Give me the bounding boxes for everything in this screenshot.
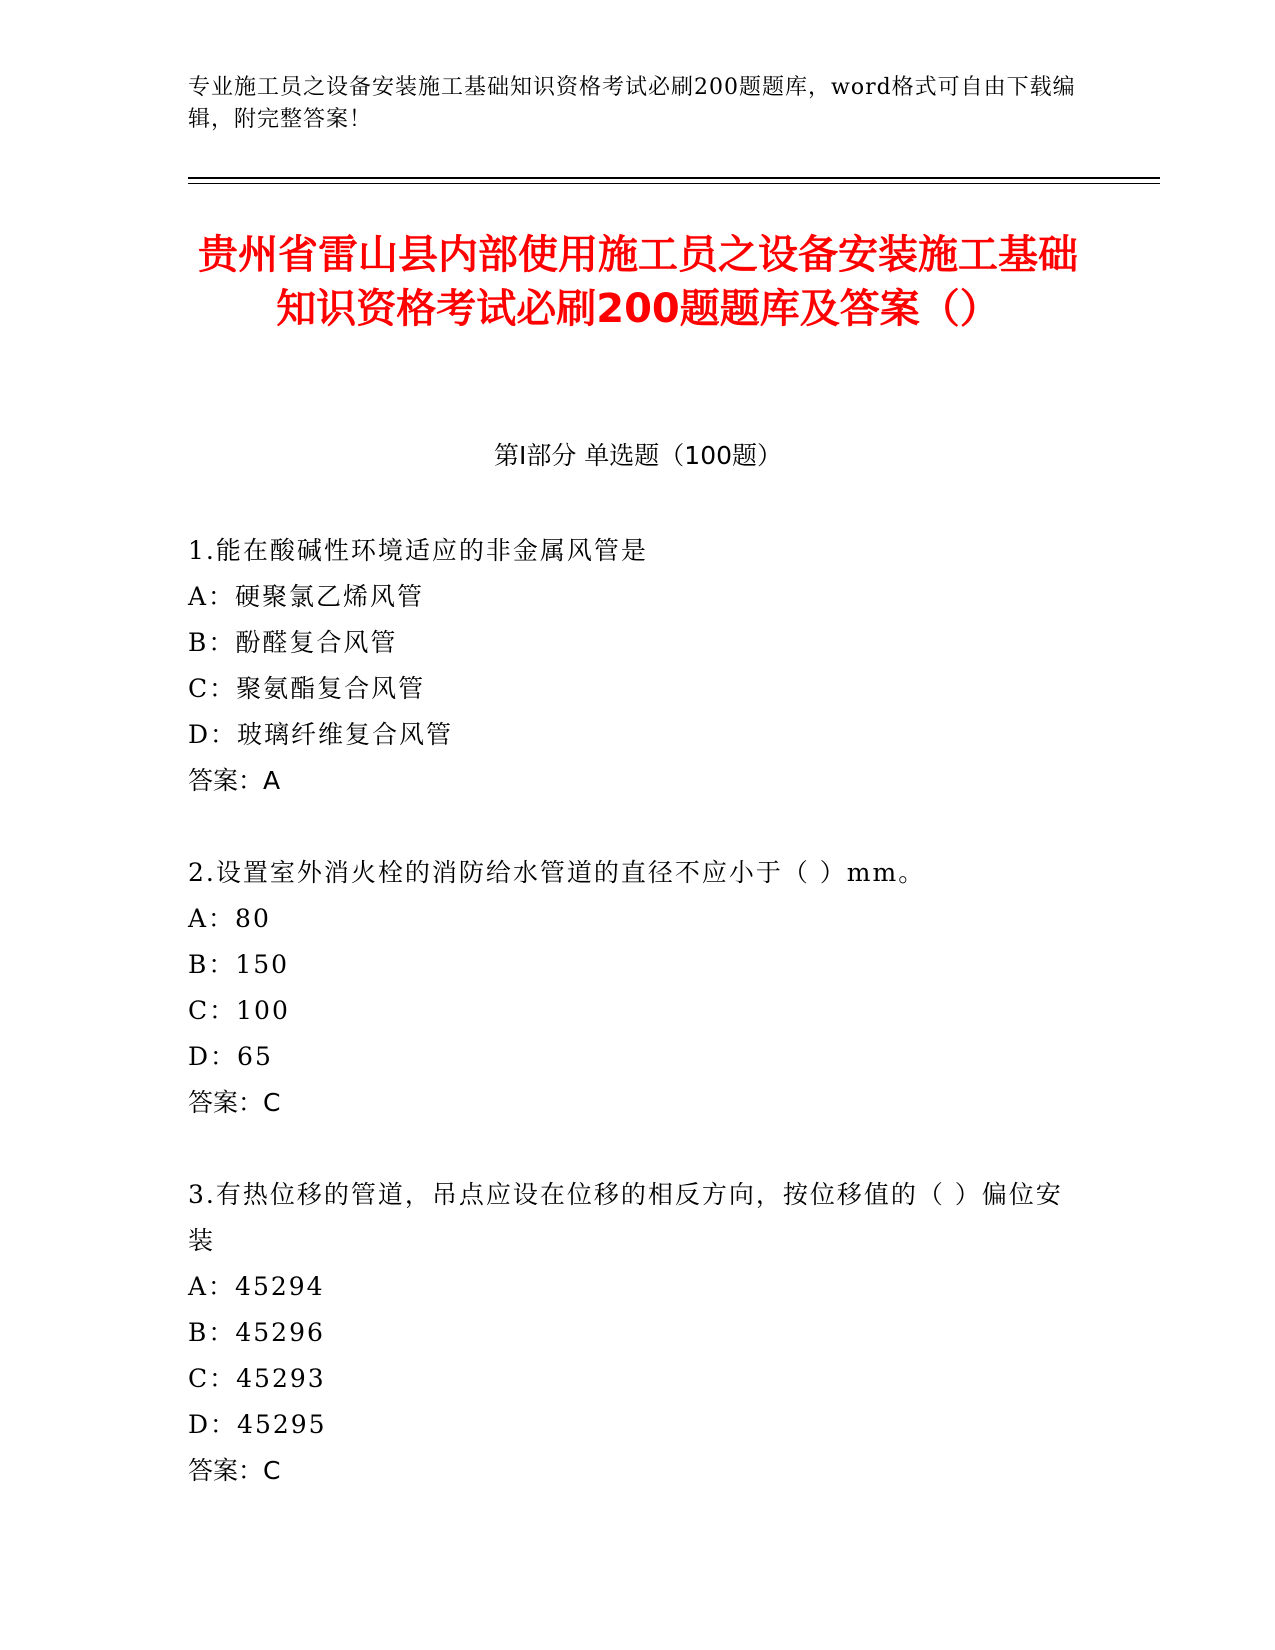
header-rule-thick <box>188 177 1160 179</box>
option-c: C：聚氨酯复合风管 <box>188 674 426 703</box>
section-title: 第Ⅰ部分 单选题（100题） <box>493 441 783 470</box>
answer: 答案：C <box>188 1088 281 1117</box>
header-rule-thin <box>188 183 1160 184</box>
answer: 答案：C <box>188 1456 281 1485</box>
option-c: C：45293 <box>188 1364 326 1393</box>
option-a: A：45294 <box>188 1272 325 1301</box>
option-d: D：玻璃纤维复合风管 <box>188 720 454 749</box>
option-d: D：65 <box>188 1042 273 1071</box>
document-title: 贵州省雷山县内部使用施工员之设备安装施工基础知识资格考试必刷200题题库及答案（） <box>198 232 1078 332</box>
option-b: B：酚醛复合风管 <box>188 628 398 657</box>
question-stem: 3.有热位移的管道，吊点应设在位移的相反方向，按位移值的（ ）偏位安装 <box>188 1180 1063 1255</box>
question-stem: 2.设置室外消火栓的消防给水管道的直径不应小于（ ）mm。 <box>188 858 926 887</box>
option-b: B：150 <box>188 950 290 979</box>
question-3 <box>188 1172 1088 1494</box>
option-a: A：硬聚氯乙烯风管 <box>188 582 425 611</box>
option-d: D：45295 <box>188 1410 327 1439</box>
question-stem: 1.能在酸碱性环境适应的非金属风管是 <box>188 536 648 565</box>
question-list <box>188 528 1088 1540</box>
question-2 <box>188 850 1088 1126</box>
option-a: A：80 <box>188 904 271 933</box>
question-1 <box>188 528 1088 804</box>
option-c: C：100 <box>188 996 290 1025</box>
option-b: B：45296 <box>188 1318 325 1347</box>
header-note: 专业施工员之设备安装施工基础知识资格考试必刷200题题库，word格式可自由下载编辑，附完整答案！ <box>188 75 1076 132</box>
answer: 答案：A <box>188 766 281 795</box>
